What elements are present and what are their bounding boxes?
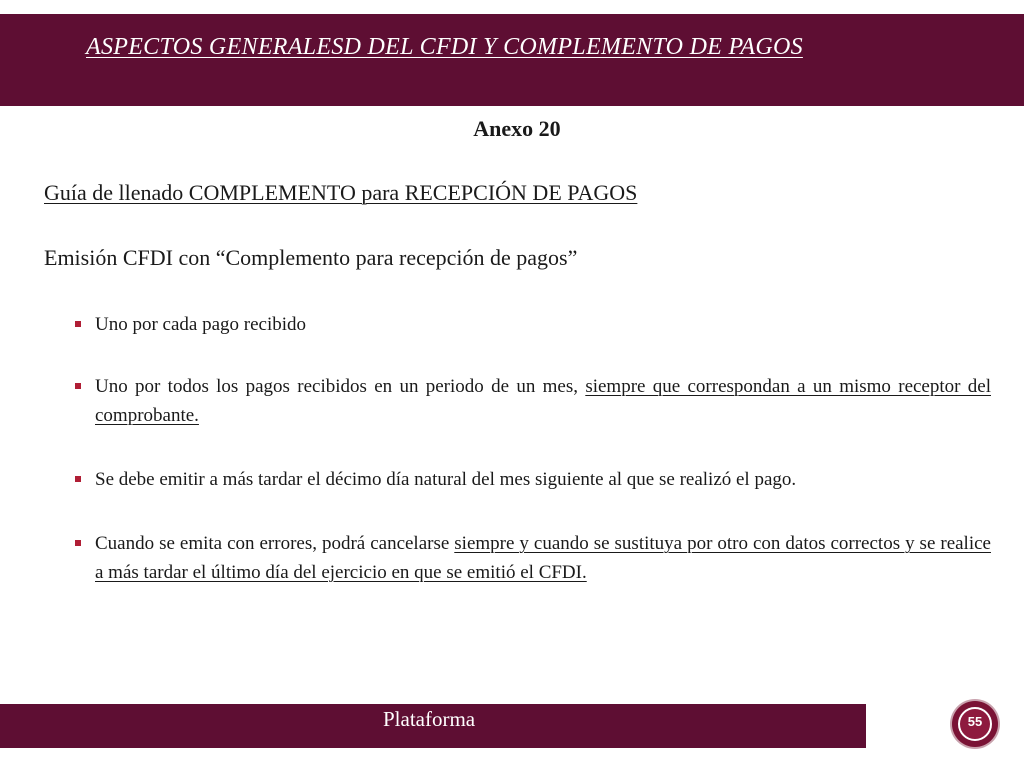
bullet-underlined-text: siempre que correspondan a un mismo receptor del comprobante.: [95, 376, 991, 426]
footer-bar: [0, 704, 866, 748]
annex-title: Anexo 20: [473, 116, 561, 141]
bullet-text: Cuando se emita con errores, podrá cancelarse: [95, 533, 455, 554]
square-bullet-icon: [75, 383, 81, 389]
guide-title: Guía de llenado COMPLEMENTO para RECEPCIÓN DE PAGOS: [44, 180, 638, 205]
bullet-text-block: [95, 372, 991, 430]
bullet-text: Uno por cada pago recibido: [95, 314, 307, 335]
slide-title: ASPECTOS GENERALESD DEL CFDI Y COMPLEMENTO DE PAGOS: [86, 34, 803, 60]
bullet-text: Se debe emitir a más tardar el décimo día natural del mes siguiente al que se realizó el pago.: [95, 469, 797, 490]
top-margin: [0, 0, 1024, 14]
bullet-item-2: [75, 372, 991, 430]
bullet-item-1: [75, 310, 991, 339]
footer-label: Plataforma: [383, 707, 476, 731]
bullet-text-block: [95, 529, 991, 587]
square-bullet-icon: [75, 540, 81, 546]
square-bullet-icon: [75, 476, 81, 482]
page-number-badge: [952, 701, 998, 747]
header-bar: [0, 14, 1024, 106]
bullet-underlined-text: siempre y cuando se sustituya por otro con datos correctos y se realice a más tardar el último día del ejercicio en que se emitió el CFDI.: [95, 533, 991, 583]
emission-line: Emisión CFDI con “Complemento para recepción de pagos”: [44, 245, 578, 270]
bullet-item-3: [75, 465, 991, 494]
page-number: 55: [967, 714, 983, 729]
square-bullet-icon: [75, 321, 81, 327]
bullet-text: Uno por todos los pagos recibidos en un periodo de un mes,: [95, 376, 586, 397]
bullet-item-4: [75, 529, 991, 587]
